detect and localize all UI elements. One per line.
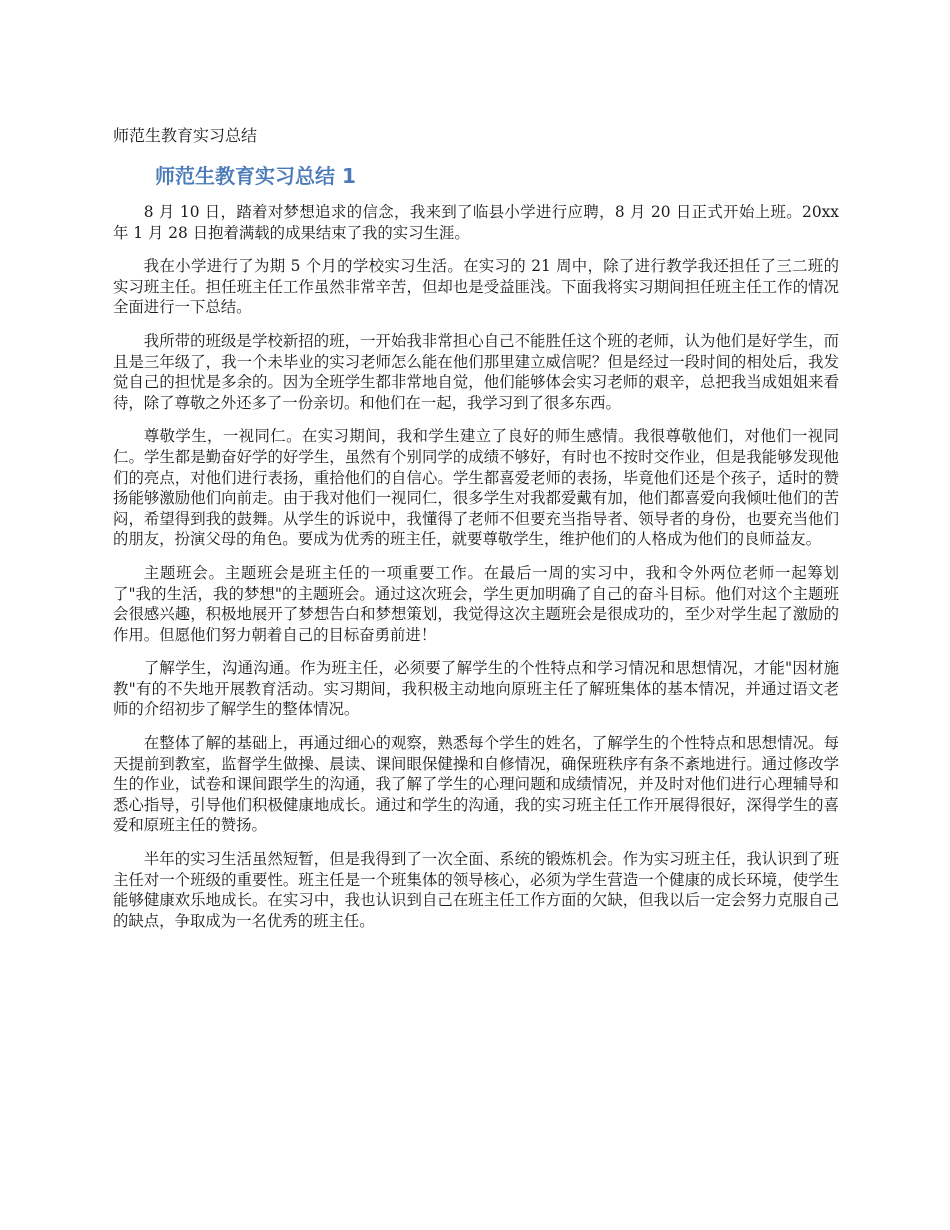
paragraph: 我在小学进行了为期 5 个月的学校实习生活。在实习的 21 周中，除了进行教学我还担任了三二班的实习班主任。担任班主任工作虽然非常辛苦，但却也是受益匪浅。下面我将实习期间担任班主任工作的情况全面进行一下总结。: [113, 257, 839, 317]
paragraph: 主题班会。主题班会是班主任的一项重要工作。在最后一周的实习中，我和令外两位老师一起筹划了"我的生活，我的梦想"的主题班会。通过这次班会，学生更加明确了自己的奋斗目标。他们对这个主题班会很感兴趣，积极地展开了梦想告白和梦想策划，我觉得这次主题班会是很成功的，至少对学生起了激励的作用。但愿他们努力朝着自己的目标奋勇前进！: [113, 563, 839, 644]
document-title: 师范生教育实习总结: [113, 126, 258, 145]
paragraph: 尊敬学生，一视同仁。在实习期间，我和学生建立了良好的师生感情。我很尊敬他们，对他们一视同仁。学生都是勤奋好学的好学生，虽然有个别同学的成绩不够好，有时也不按时交作业，但是我能够发现他们的亮点，对他们进行表扬，重拾他们的自信心。学生都喜爱老师的表扬，毕竟他们还是个孩子，适时的赞扬能够激励他们向前走。由于我对他们一视同仁，很多学生对我都爱戴有加，他们都喜爱向我倾吐他们的苦闷，希望得到我的鼓舞。从学生的诉说中，我懂得了老师不但要充当指导者、领导者的身份，也要充当他们的朋友，扮演父母的角色。要成为优秀的班主任，就要尊敬学生，维护他们的人格成为他们的良师益友。: [113, 427, 839, 549]
section-heading: 师范生教育实习总结 1: [155, 164, 356, 188]
paragraph: 了解学生，沟通沟通。作为班主任，必须要了解学生的个性特点和学习情况和思想情况，才能"因材施教"有的不失地开展教育活动。实习期间，我积极主动地向原班主任了解班集体的基本情况，并通过语文老师的介绍初步了解学生的整体情况。: [113, 659, 839, 719]
document-page: [113, 124, 839, 944]
paragraph: 在整体了解的基础上，再通过细心的观察，熟悉每个学生的姓名，了解学生的个性特点和思想情况。每天提前到教室，监督学生做操、晨读、课间眼保健操和自修情况，确保班秩序有条不紊地进行。通过修改学生的作业，试卷和课间跟学生的沟通，我了解了学生的心理问题和成绩情况，并及时对他们进行心理辅导和悉心指导，引导他们积极健康地成长。通过和学生的沟通，我的实习班主任工作开展得很好，深得学生的喜爱和原班主任的赞扬。: [113, 734, 839, 835]
paragraph: 8 月 10 日，踏着对梦想追求的信念，我来到了临县小学进行应聘，8 月 20 日正式开始上班。20xx 年 1 月 28 日抱着满载的成果结束了我的实习生涯。: [113, 203, 839, 242]
paragraph: 我所带的班级是学校新招的班，一开始我非常担心自己不能胜任这个班的老师，认为他们是好学生，而且是三年级了，我一个未毕业的实习老师怎么能在他们那里建立威信呢？但是经过一段时间的相处后，我发觉自己的担忧是多余的。因为全班学生都非常地自觉，他们能够体会实习老师的艰辛，总把我当成姐姐来看待，除了尊敬之外还多了一份亲切。和他们在一起，我学习到了很多东西。: [113, 331, 839, 412]
paragraph: 半年的实习生活虽然短暂，但是我得到了一次全面、系统的锻炼机会。作为实习班主任，我认识到了班主任对一个班级的重要性。班主任是一个班集体的领导核心，必须为学生营造一个健康的成长环境，使学生能够健康欢乐地成长。在实习中，我也认识到自己在班主任工作方面的欠缺，但我以后一定会努力克服自己的缺点，争取成为一名优秀的班主任。: [113, 850, 839, 930]
